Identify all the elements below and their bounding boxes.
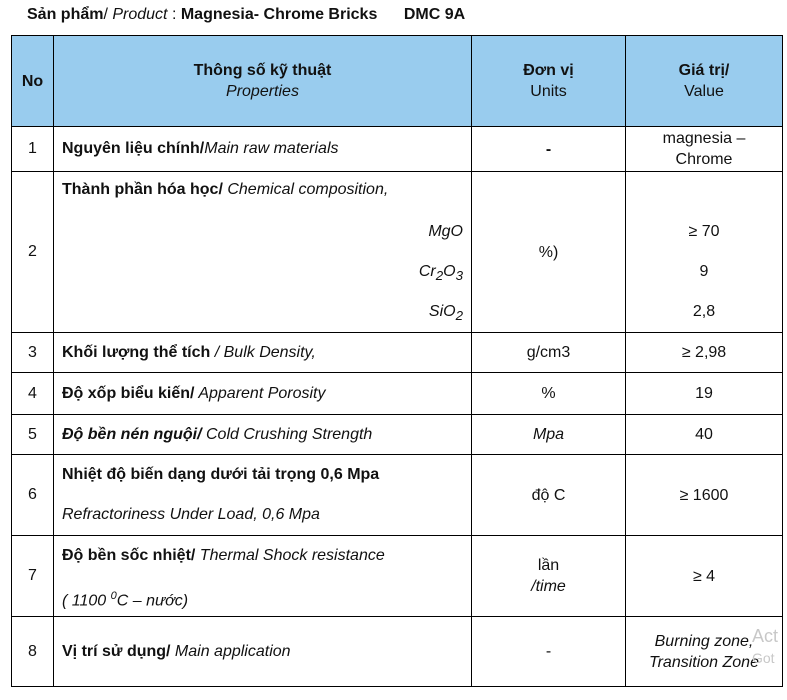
page-title: Sản phẩm/ Product : Magnesia- Chrome Bricks DMC 9A bbox=[27, 6, 466, 23]
row-property: Nguyên liệu chính/Main raw materials bbox=[54, 127, 472, 172]
table-row bbox=[12, 127, 783, 172]
row-no: 7 bbox=[12, 536, 54, 617]
row-no: 3 bbox=[12, 333, 54, 373]
row-unit: độ C bbox=[472, 455, 626, 536]
row-no: 5 bbox=[12, 415, 54, 455]
table-row bbox=[12, 536, 783, 617]
title-label-en: Product bbox=[112, 6, 168, 23]
row-unit: % bbox=[472, 373, 626, 415]
row-property: Độ bền sốc nhiệt/ Thermal Shock resistance ( 1100 $^0$C – nước) bbox=[54, 536, 472, 617]
row-property: Vị trí sử dụng/ Main application bbox=[54, 617, 472, 687]
row-unit: lần /time bbox=[472, 536, 626, 617]
row-property: Thành phần hóa học/ Chemical composition, MgO $Cr_2O_3$ SiO$_2$ bbox=[54, 172, 472, 333]
row-value: 19 bbox=[626, 373, 783, 415]
table-row bbox=[12, 415, 783, 455]
table-row bbox=[12, 373, 783, 415]
table-row bbox=[12, 172, 783, 333]
row-property: Khối lượng thể tích / Bulk Density, bbox=[54, 333, 472, 373]
row-value: ≥ 1600 bbox=[626, 455, 783, 536]
row-value bbox=[626, 172, 783, 333]
spec-table bbox=[11, 35, 783, 687]
component-mgo: MgO bbox=[428, 223, 463, 240]
row-no: 2 bbox=[12, 172, 54, 333]
table-row bbox=[12, 617, 783, 687]
row-unit: - bbox=[472, 127, 626, 172]
activate-watermark: Act Got bbox=[752, 626, 779, 666]
row-no: 1 bbox=[12, 127, 54, 172]
component-sio2: SiO$_2$ bbox=[428, 303, 463, 324]
row-no: 4 bbox=[12, 373, 54, 415]
table-row bbox=[12, 455, 783, 536]
value-sio2: 2,8 bbox=[692, 303, 716, 320]
header-unit: Đơn vị Units bbox=[472, 36, 626, 127]
title-label-vi: Sản phẩm bbox=[27, 6, 104, 23]
row-unit: - bbox=[472, 617, 626, 687]
row-value: ≥ 2,98 bbox=[626, 333, 783, 373]
row-unit: Mpa bbox=[472, 415, 626, 455]
value-mgo: ≥ 70 bbox=[688, 223, 720, 240]
component-cr2o3: $Cr_2O_3$ bbox=[418, 263, 463, 284]
row-property: Độ xốp biểu kiến/ Apparent Porosity bbox=[54, 373, 472, 415]
row-no: 6 bbox=[12, 455, 54, 536]
header-property: Thông số kỹ thuật Properties bbox=[54, 36, 472, 127]
row-value: ≥ 4 bbox=[626, 536, 783, 617]
row-unit: g/cm3 bbox=[472, 333, 626, 373]
value-cr2o3: 9 bbox=[699, 263, 709, 280]
row-property: Độ bền nén nguội/ Cold Crushing Strength bbox=[54, 415, 472, 455]
row-no: 8 bbox=[12, 617, 54, 687]
product-code: DMC 9A bbox=[403, 6, 466, 23]
table-row bbox=[12, 333, 783, 373]
row-value: magnesia – Chrome bbox=[626, 127, 783, 172]
row-unit: %) bbox=[472, 172, 626, 333]
product-name: Magnesia- Chrome Bricks bbox=[180, 6, 378, 23]
table-header-row bbox=[12, 36, 783, 127]
row-value: Burning zone, Transition Zone bbox=[626, 617, 783, 687]
row-value: 40 bbox=[626, 415, 783, 455]
header-no: No bbox=[12, 36, 54, 127]
row-property: Nhiệt độ biến dạng dưới tải trọng 0,6 Mpa Refractoriness Under Load, 0,6 Mpa bbox=[54, 455, 472, 536]
header-value: Giá trị/ Value bbox=[626, 36, 783, 127]
